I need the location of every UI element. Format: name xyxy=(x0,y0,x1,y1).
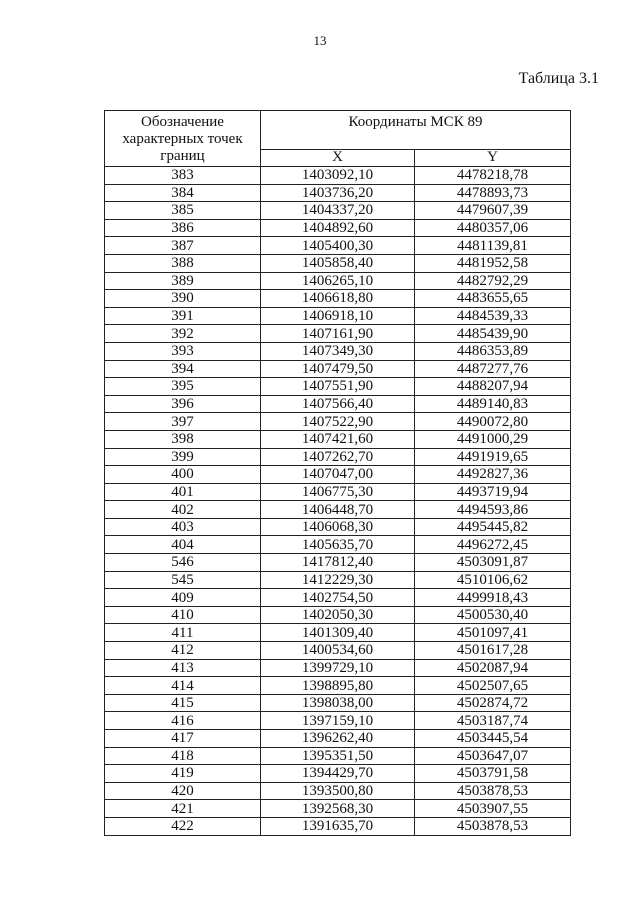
table-row xyxy=(105,782,571,800)
table-row xyxy=(105,765,571,783)
point-id-cell: 395 xyxy=(105,378,261,396)
x-coordinate-cell: 1392568,30 xyxy=(261,800,415,818)
table-row xyxy=(105,571,571,589)
table-row xyxy=(105,536,571,554)
y-coordinate-cell: 4489140,83 xyxy=(415,395,571,413)
point-id-cell: 403 xyxy=(105,518,261,536)
x-coordinate-cell: 1404892,60 xyxy=(261,219,415,237)
x-coordinate-cell: 1402754,50 xyxy=(261,589,415,607)
y-coordinate-cell: 4479607,39 xyxy=(415,202,571,220)
table-row xyxy=(105,378,571,396)
x-coordinate-cell: 1407479,50 xyxy=(261,360,415,378)
table-row xyxy=(105,167,571,185)
y-coordinate-cell: 4490072,80 xyxy=(415,413,571,431)
table-row xyxy=(105,272,571,290)
table-row xyxy=(105,342,571,360)
point-id-cell: 416 xyxy=(105,712,261,730)
x-coordinate-cell: 1407522,90 xyxy=(261,413,415,431)
point-id-cell: 404 xyxy=(105,536,261,554)
table-row xyxy=(105,254,571,272)
header-coordinates-msk89: Координаты МСК 89 xyxy=(261,111,571,150)
y-coordinate-cell: 4481952,58 xyxy=(415,254,571,272)
table-row xyxy=(105,184,571,202)
page-number: 13 xyxy=(313,33,327,48)
point-id-cell: 392 xyxy=(105,325,261,343)
y-coordinate-cell: 4501617,28 xyxy=(415,642,571,660)
table-row xyxy=(105,448,571,466)
header-point-designation: Обозначение характерных точек границ xyxy=(105,111,261,167)
table-row xyxy=(105,800,571,818)
y-coordinate-cell: 4485439,90 xyxy=(415,325,571,343)
point-id-cell: 391 xyxy=(105,307,261,325)
table-row xyxy=(105,730,571,748)
x-coordinate-cell: 1393500,80 xyxy=(261,782,415,800)
point-id-cell: 389 xyxy=(105,272,261,290)
y-coordinate-cell: 4495445,82 xyxy=(415,518,571,536)
point-id-cell: 417 xyxy=(105,730,261,748)
point-id-cell: 545 xyxy=(105,571,261,589)
x-coordinate-cell: 1412229,30 xyxy=(261,571,415,589)
x-coordinate-cell: 1405400,30 xyxy=(261,237,415,255)
y-coordinate-cell: 4482792,29 xyxy=(415,272,571,290)
point-id-cell: 387 xyxy=(105,237,261,255)
header-x: X xyxy=(261,149,415,166)
y-coordinate-cell: 4483655,65 xyxy=(415,290,571,308)
point-id-cell: 386 xyxy=(105,219,261,237)
x-coordinate-cell: 1398895,80 xyxy=(261,677,415,695)
table-row xyxy=(105,237,571,255)
point-id-cell: 411 xyxy=(105,624,261,642)
x-coordinate-cell: 1398038,00 xyxy=(261,694,415,712)
point-id-cell: 419 xyxy=(105,765,261,783)
y-coordinate-cell: 4478218,78 xyxy=(415,167,571,185)
y-coordinate-cell: 4488207,94 xyxy=(415,378,571,396)
table-row xyxy=(105,501,571,519)
point-id-cell: 399 xyxy=(105,448,261,466)
point-id-cell: 398 xyxy=(105,430,261,448)
table-row xyxy=(105,219,571,237)
y-coordinate-cell: 4503907,55 xyxy=(415,800,571,818)
point-id-cell: 422 xyxy=(105,817,261,835)
table-row xyxy=(105,395,571,413)
x-coordinate-cell: 1400534,60 xyxy=(261,642,415,660)
point-id-cell: 383 xyxy=(105,167,261,185)
y-coordinate-cell: 4502507,65 xyxy=(415,677,571,695)
y-coordinate-cell: 4500530,40 xyxy=(415,606,571,624)
y-coordinate-cell: 4503091,87 xyxy=(415,554,571,572)
y-coordinate-cell: 4484539,33 xyxy=(415,307,571,325)
y-coordinate-cell: 4486353,89 xyxy=(415,342,571,360)
y-coordinate-cell: 4503647,07 xyxy=(415,747,571,765)
x-coordinate-cell: 1417812,40 xyxy=(261,554,415,572)
y-coordinate-cell: 4481139,81 xyxy=(415,237,571,255)
table-row xyxy=(105,589,571,607)
table-row xyxy=(105,554,571,572)
point-id-cell: 418 xyxy=(105,747,261,765)
y-coordinate-cell: 4492827,36 xyxy=(415,466,571,484)
x-coordinate-cell: 1407161,90 xyxy=(261,325,415,343)
point-id-cell: 385 xyxy=(105,202,261,220)
table-row xyxy=(105,518,571,536)
point-id-cell: 546 xyxy=(105,554,261,572)
y-coordinate-cell: 4499918,43 xyxy=(415,589,571,607)
x-coordinate-cell: 1406618,80 xyxy=(261,290,415,308)
y-coordinate-cell: 4487277,76 xyxy=(415,360,571,378)
point-id-cell: 397 xyxy=(105,413,261,431)
y-coordinate-cell: 4480357,06 xyxy=(415,219,571,237)
y-coordinate-cell: 4503445,54 xyxy=(415,730,571,748)
table-row xyxy=(105,413,571,431)
table-row xyxy=(105,712,571,730)
y-coordinate-cell: 4491919,65 xyxy=(415,448,571,466)
point-id-cell: 390 xyxy=(105,290,261,308)
point-id-cell: 400 xyxy=(105,466,261,484)
point-id-cell: 402 xyxy=(105,501,261,519)
table-row xyxy=(105,624,571,642)
x-coordinate-cell: 1406068,30 xyxy=(261,518,415,536)
x-coordinate-cell: 1407047,00 xyxy=(261,466,415,484)
point-id-cell: 401 xyxy=(105,483,261,501)
table-row xyxy=(105,290,571,308)
table-row xyxy=(105,430,571,448)
x-coordinate-cell: 1406775,30 xyxy=(261,483,415,501)
x-coordinate-cell: 1406918,10 xyxy=(261,307,415,325)
x-coordinate-cell: 1405858,40 xyxy=(261,254,415,272)
x-coordinate-cell: 1403092,10 xyxy=(261,167,415,185)
y-coordinate-cell: 4503878,53 xyxy=(415,817,571,835)
y-coordinate-cell: 4501097,41 xyxy=(415,624,571,642)
coordinates-table xyxy=(104,110,571,836)
table-header xyxy=(105,111,571,167)
x-coordinate-cell: 1397159,10 xyxy=(261,712,415,730)
x-coordinate-cell: 1399729,10 xyxy=(261,659,415,677)
point-id-cell: 410 xyxy=(105,606,261,624)
x-coordinate-cell: 1407262,70 xyxy=(261,448,415,466)
point-id-cell: 394 xyxy=(105,360,261,378)
point-id-cell: 420 xyxy=(105,782,261,800)
point-id-cell: 415 xyxy=(105,694,261,712)
y-coordinate-cell: 4496272,45 xyxy=(415,536,571,554)
point-id-cell: 384 xyxy=(105,184,261,202)
table-row xyxy=(105,202,571,220)
y-coordinate-cell: 4502874,72 xyxy=(415,694,571,712)
x-coordinate-cell: 1402050,30 xyxy=(261,606,415,624)
x-coordinate-cell: 1404337,20 xyxy=(261,202,415,220)
x-coordinate-cell: 1391635,70 xyxy=(261,817,415,835)
header-y: Y xyxy=(415,149,571,166)
x-coordinate-cell: 1396262,40 xyxy=(261,730,415,748)
table-row xyxy=(105,642,571,660)
x-coordinate-cell: 1395351,50 xyxy=(261,747,415,765)
point-id-cell: 412 xyxy=(105,642,261,660)
point-id-cell: 421 xyxy=(105,800,261,818)
point-id-cell: 393 xyxy=(105,342,261,360)
x-coordinate-cell: 1401309,40 xyxy=(261,624,415,642)
table-row xyxy=(105,659,571,677)
point-id-cell: 413 xyxy=(105,659,261,677)
y-coordinate-cell: 4491000,29 xyxy=(415,430,571,448)
point-id-cell: 414 xyxy=(105,677,261,695)
point-id-cell: 388 xyxy=(105,254,261,272)
table-body xyxy=(105,167,571,836)
point-id-cell: 409 xyxy=(105,589,261,607)
x-coordinate-cell: 1407551,90 xyxy=(261,378,415,396)
table-row xyxy=(105,606,571,624)
x-coordinate-cell: 1394429,70 xyxy=(261,765,415,783)
table-row xyxy=(105,360,571,378)
table-row xyxy=(105,694,571,712)
y-coordinate-cell: 4503187,74 xyxy=(415,712,571,730)
x-coordinate-cell: 1407421,60 xyxy=(261,430,415,448)
table-row xyxy=(105,483,571,501)
y-coordinate-cell: 4494593,86 xyxy=(415,501,571,519)
y-coordinate-cell: 4493719,94 xyxy=(415,483,571,501)
x-coordinate-cell: 1403736,20 xyxy=(261,184,415,202)
x-coordinate-cell: 1406265,10 xyxy=(261,272,415,290)
table-row xyxy=(105,677,571,695)
table-row xyxy=(105,466,571,484)
y-coordinate-cell: 4510106,62 xyxy=(415,571,571,589)
y-coordinate-cell: 4502087,94 xyxy=(415,659,571,677)
table-caption: Таблица 3.1 xyxy=(518,70,599,87)
y-coordinate-cell: 4503791,58 xyxy=(415,765,571,783)
x-coordinate-cell: 1406448,70 xyxy=(261,501,415,519)
point-id-cell: 396 xyxy=(105,395,261,413)
table-row xyxy=(105,307,571,325)
y-coordinate-cell: 4503878,53 xyxy=(415,782,571,800)
table-row xyxy=(105,325,571,343)
x-coordinate-cell: 1407566,40 xyxy=(261,395,415,413)
y-coordinate-cell: 4478893,73 xyxy=(415,184,571,202)
table-row xyxy=(105,817,571,835)
x-coordinate-cell: 1407349,30 xyxy=(261,342,415,360)
table-row xyxy=(105,747,571,765)
x-coordinate-cell: 1405635,70 xyxy=(261,536,415,554)
